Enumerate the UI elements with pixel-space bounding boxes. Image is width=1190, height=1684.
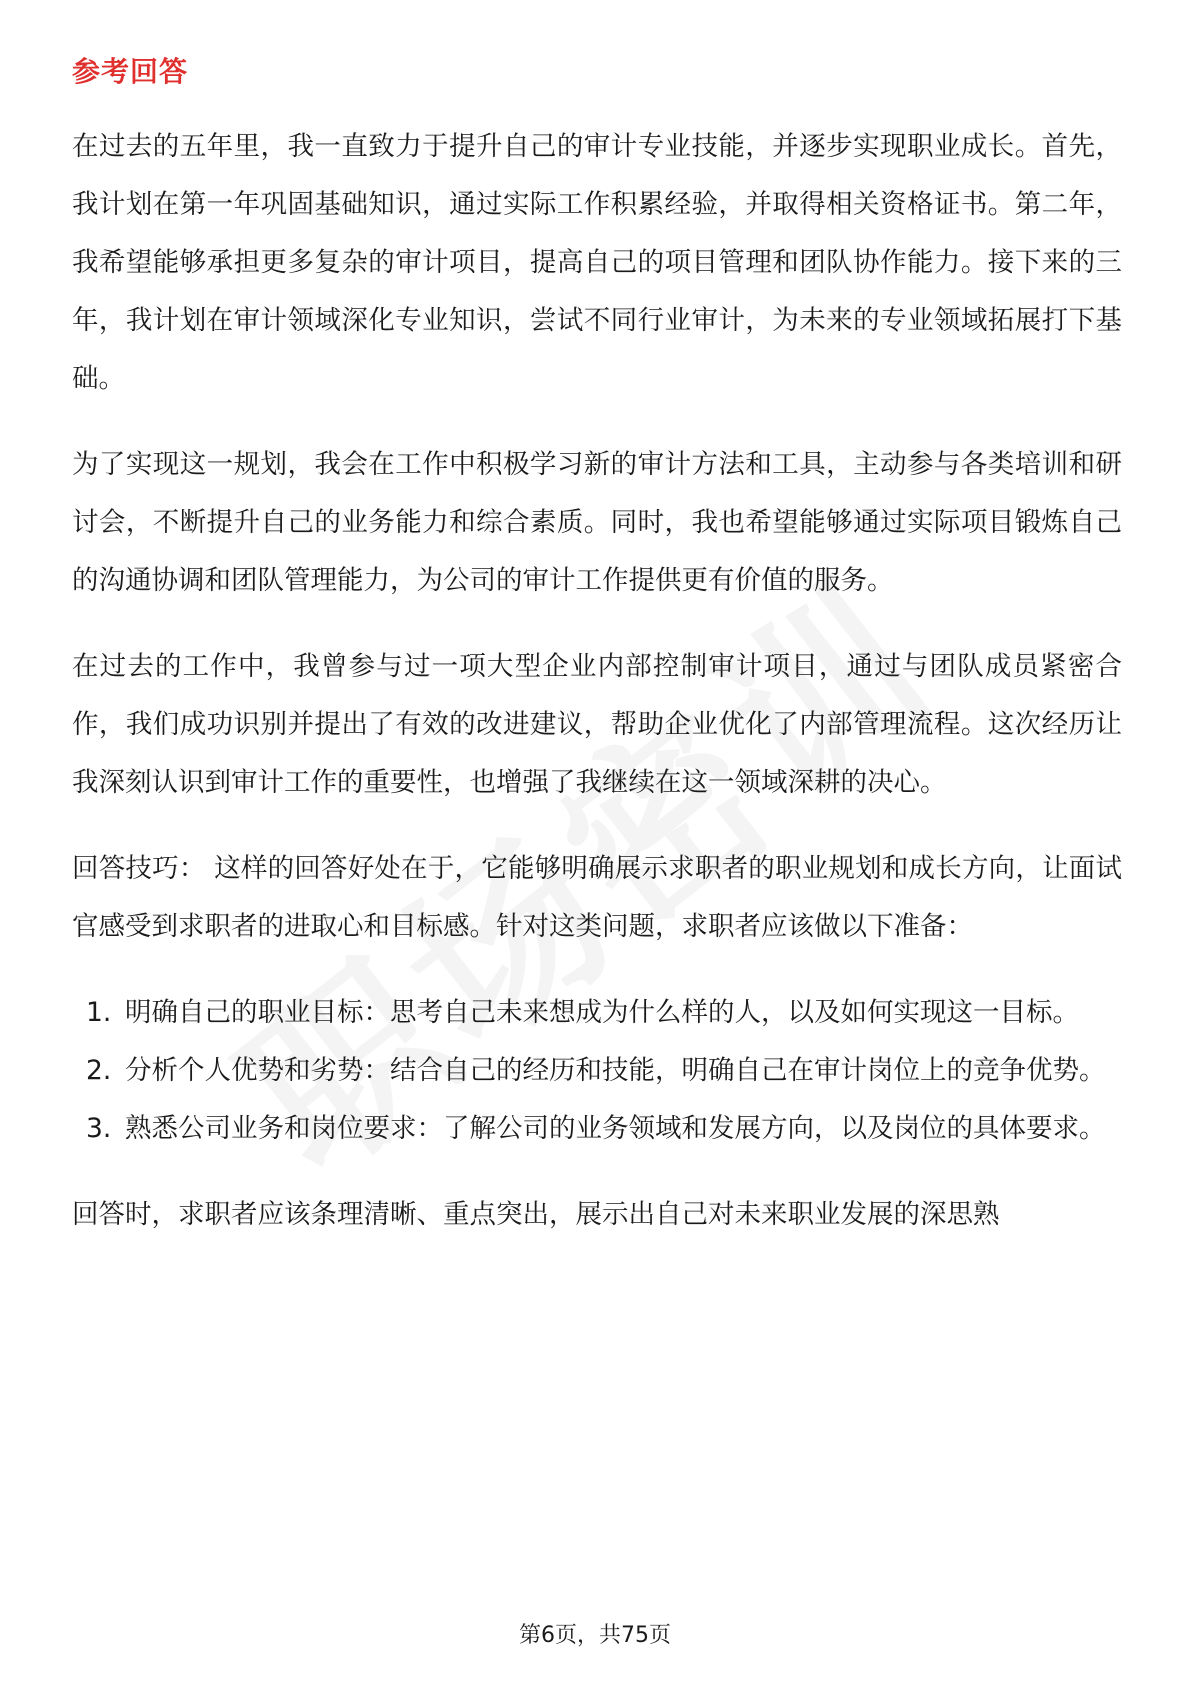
section-heading: 参考回答 (72, 55, 189, 88)
paragraph: 在过去的工作中，我曾参与过一项大型企业内部控制审计项目，通过与团队成员紧密合作，我们成功识别并提出了有效的改进建议，帮助企业优化了内部管理流程。这次经历让我深刻认识到审计工作的重要性，也增强了我继续在这一领域深耕的决心。 (72, 651, 1122, 798)
list-item-text: 熟悉公司业务和岗位要求：了解公司的业务领域和发展方向，以及岗位的具体要求。 (125, 1113, 1106, 1144)
list-item-text: 分析个人优势和劣势：结合自己的经历和技能，明确自己在审计岗位上的竞争优势。 (125, 1055, 1106, 1086)
list-item (72, 1100, 1122, 1158)
list-item-text: 明确自己的职业目标：思考自己未来想成为什么样的人，以及如何实现这一目标。 (125, 997, 1079, 1028)
page-footer: 第6页，共75页 (519, 1623, 671, 1648)
paragraph: 在过去的五年里，我一直致力于提升自己的审计专业技能，并逐步实现职业成长。首先，我计划在第一年巩固基础知识，通过实际工作积累经验，并取得相关资格证书。第二年，我希望能够承担更多复杂的审计项目，提高自己的项目管理和团队协作能力。接下来的三年，我计划在审计领域深化专业知识，尝试不同行业审计，为未来的专业领域拓展打下基础。 (72, 131, 1122, 394)
preparation-list (72, 984, 1122, 1158)
list-item (72, 1042, 1122, 1100)
answer-tips: 回答技巧： 这样的回答好处在于，它能够明确展示求职者的职业规划和成长方向，让面试官感受到求职者的进取心和目标感。针对这类问题，求职者应该做以下准备： (72, 853, 1122, 942)
closing-paragraph: 回答时，求职者应该条理清晰、重点突出，展示出自己对未来职业发展的深思熟 (72, 1199, 1000, 1230)
list-item (72, 984, 1122, 1042)
list-number: 3. (86, 1113, 112, 1144)
document-body (72, 118, 1122, 1272)
paragraph: 为了实现这一规划，我会在工作中积极学习新的审计方法和工具，主动参与各类培训和研讨会，不断提升自己的业务能力和综合素质。同时，我也希望能够通过实际项目锻炼自己的沟通协调和团队管理能力，为公司的审计工作提供更有价值的服务。 (72, 449, 1122, 596)
list-number: 2. (86, 1055, 112, 1086)
list-number: 1. (86, 997, 112, 1028)
